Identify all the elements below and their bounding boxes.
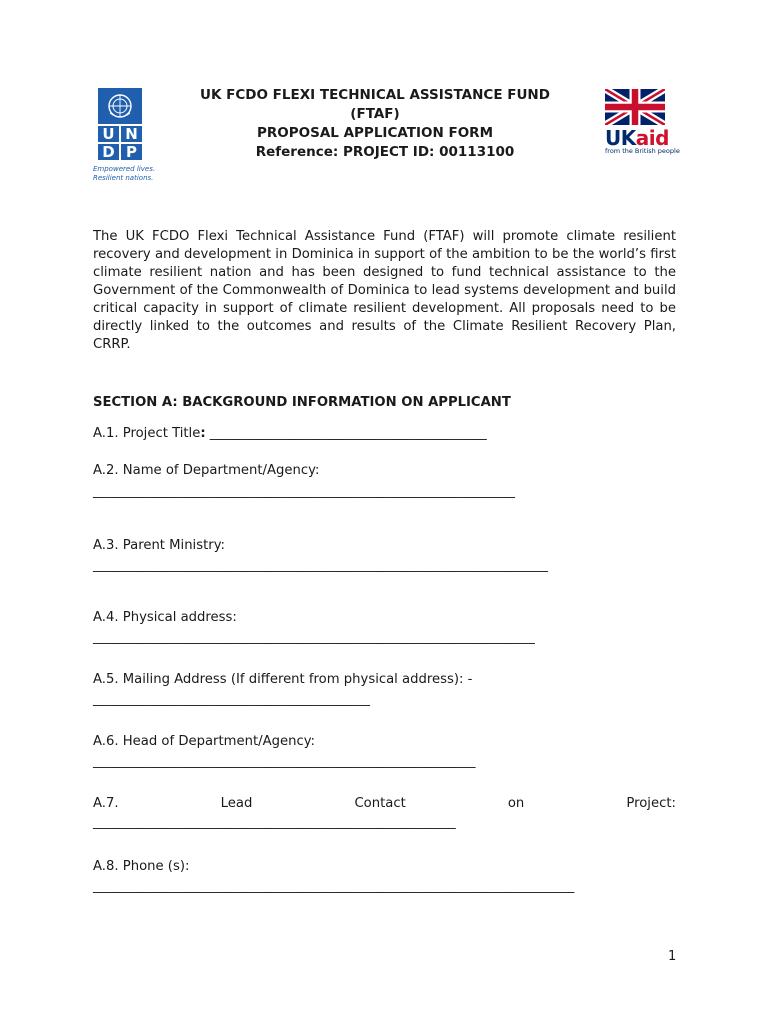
undp-tagline-line: Resilient nations.	[93, 174, 154, 182]
ukaid-uk-text: UK	[605, 126, 636, 150]
field-lead-contact[interactable]	[93, 814, 456, 832]
field-blank-line[interactable]: __________________________________________	[93, 692, 370, 707]
undp-letter: U	[98, 126, 119, 142]
field-label: A.3. Parent Ministry:	[93, 538, 225, 553]
intro-paragraph: The UK FCDO Flexi Technical Assistance Fund (FTAF) will promote climate resilient recovery and development in Dominica in support of the ambition to be the world’s first climate resilient nation and has been designed to fund technical assistance to the Government of the Commonwealth of Dominica to lead systems development and build critical capacity in support of climate resilient development. All proposals need to be directly linked to the outcomes and results of the Climate Resilient Recovery Plan, CRRP.	[93, 229, 676, 352]
title-line: Reference: PROJECT ID: 00113100	[255, 144, 515, 160]
field-blank-line[interactable]: _______________________________________________________	[93, 815, 456, 830]
field-physical-address[interactable]	[93, 609, 535, 647]
title-line: (FTAF)	[350, 106, 400, 122]
field-blank-line[interactable]: ________________________________________________________________	[93, 484, 515, 499]
field-label: A.5. Mailing Address (If different from physical address): -	[93, 672, 473, 687]
title-line: UK FCDO FLEXI TECHNICAL ASSISTANCE FUND	[200, 87, 550, 103]
section-a-heading: SECTION A: BACKGROUND INFORMATION ON APPLICANT	[93, 395, 511, 410]
un-emblem-icon	[98, 88, 142, 124]
title-line: PROPOSAL APPLICATION FORM	[256, 125, 493, 141]
field-label: A.6. Head of Department/Agency:	[93, 734, 315, 749]
field-label-word: Contact	[354, 796, 406, 811]
undp-logo	[98, 88, 142, 160]
field-phone[interactable]	[93, 858, 574, 896]
field-label-word: Project:	[626, 796, 676, 811]
ukaid-wordmark	[605, 128, 667, 148]
document-title	[160, 86, 590, 162]
undp-tagline-line: Empowered lives.	[93, 165, 156, 173]
field-blank-line[interactable]: ___________________________________________________________________	[93, 630, 535, 645]
field-label-word: on	[507, 796, 525, 811]
field-project-title[interactable]	[93, 425, 487, 443]
field-colon: :	[200, 426, 206, 441]
field-parent-ministry[interactable]	[93, 537, 548, 575]
field-label: A.2. Name of Department/Agency:	[93, 463, 320, 478]
undp-letter: N	[121, 126, 142, 142]
field-lead-contact-label	[93, 796, 676, 811]
field-label: A.4. Physical address:	[93, 610, 237, 625]
undp-letter: D	[98, 144, 119, 160]
field-label: A.8. Phone (s):	[93, 859, 190, 874]
ukaid-aid-text: aid	[635, 126, 669, 150]
field-label-word: Lead	[220, 796, 253, 811]
undp-letter: P	[121, 144, 142, 160]
field-blank-line[interactable]: _____________________________________________________________________	[93, 558, 548, 573]
union-flag-icon	[605, 89, 665, 125]
field-mailing-address[interactable]	[93, 671, 472, 709]
field-blank-line[interactable]: _________________________________________________________________________	[93, 879, 575, 894]
ukaid-logo	[605, 89, 680, 155]
page-number: 1	[668, 949, 677, 964]
ukaid-subtext: from the British people	[605, 147, 680, 155]
field-department-agency[interactable]	[93, 462, 515, 501]
field-blank-line[interactable]: __________________________________________	[205, 426, 487, 441]
field-head-of-department[interactable]	[93, 733, 475, 771]
field-label: A.1. Project Title	[93, 426, 201, 441]
field-label-word: A.7.	[93, 796, 119, 811]
undp-tagline	[93, 165, 173, 183]
undp-letter-grid	[98, 126, 142, 160]
field-blank-line[interactable]: __________________________________________________________	[93, 754, 476, 769]
